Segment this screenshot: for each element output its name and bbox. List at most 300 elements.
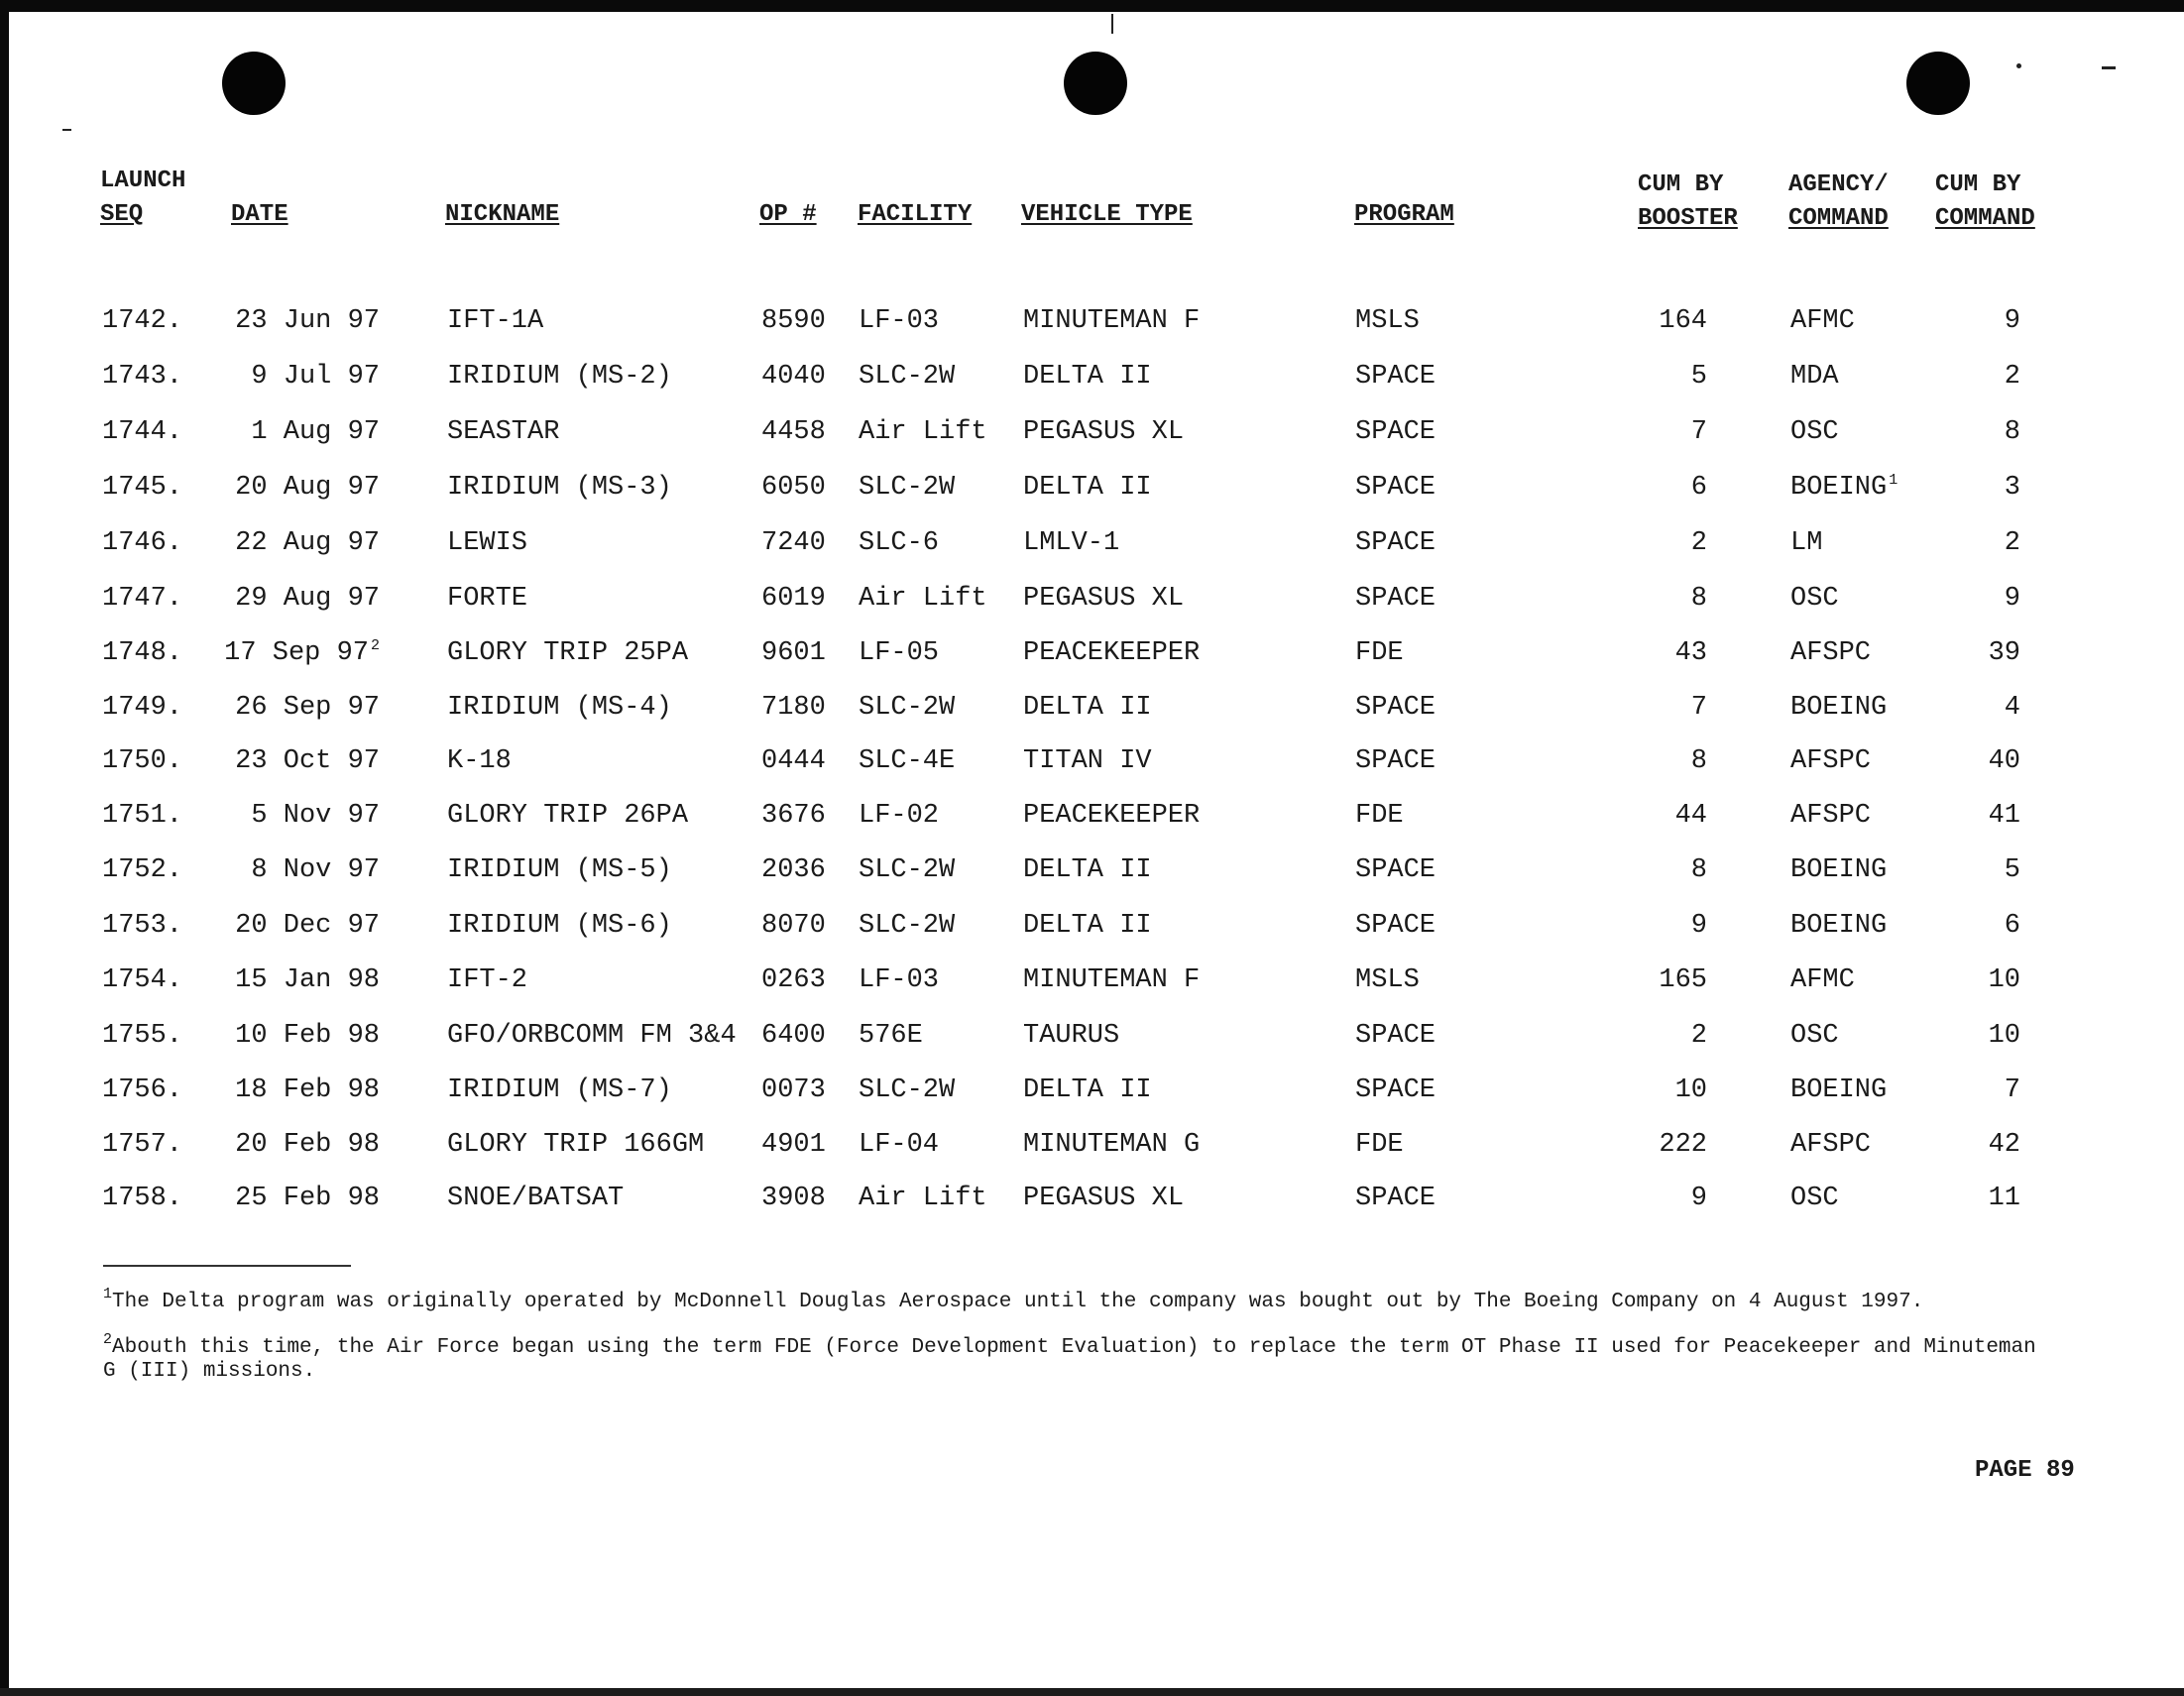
cell-program-text: FDE xyxy=(1355,1130,1404,1160)
cell-date-text: 9 Jul 97 xyxy=(251,362,380,392)
cell-launch-seq-text: 1753. xyxy=(102,911,183,941)
cell-cum-by-booster xyxy=(1691,688,1707,728)
cell-vehicle-type xyxy=(1023,688,1152,728)
cell-date xyxy=(235,523,380,563)
punch-hole-left xyxy=(222,52,286,115)
cell-launch-seq xyxy=(102,1125,182,1165)
cell-facility xyxy=(859,1125,939,1165)
cell-agency-command-text: AFSPC xyxy=(1790,638,1872,668)
cell-date xyxy=(251,796,380,836)
table-row xyxy=(0,412,2184,452)
cell-nickname-text: SNOE/BATSAT xyxy=(447,1184,625,1213)
cell-facility xyxy=(859,741,955,781)
cell-cum-by-command xyxy=(2005,579,2020,619)
cell-agency-command-text: BOEING xyxy=(1790,693,1888,723)
cell-cum-by-command-text: 5 xyxy=(2004,855,2020,885)
cell-cum-by-booster-text: 9 xyxy=(1690,1184,1707,1213)
cell-program xyxy=(1355,1125,1404,1165)
table-row xyxy=(0,357,2184,396)
cell-nickname xyxy=(447,796,688,836)
table-row xyxy=(0,1179,2184,1218)
cell-op-number xyxy=(761,1071,826,1110)
cell-launch-seq-text: 1745. xyxy=(102,473,183,503)
punch-hole-center xyxy=(1064,52,1127,115)
cell-nickname xyxy=(447,688,672,728)
cell-launch-seq-text: 1754. xyxy=(102,965,183,995)
cell-date xyxy=(235,468,380,508)
cell-nickname xyxy=(447,850,672,890)
cell-cum-by-command xyxy=(1989,741,2020,781)
cell-launch-seq xyxy=(102,1071,182,1110)
cell-facility-text: SLC-2W xyxy=(859,473,956,503)
scan-border-top xyxy=(0,0,2184,12)
cell-cum-by-booster-text: 9 xyxy=(1690,911,1707,941)
cell-program-text: SPACE xyxy=(1355,1021,1437,1051)
cell-op-number-text: 8070 xyxy=(761,911,826,941)
cell-facility-text: SLC-2W xyxy=(859,911,956,941)
cell-op-number-text: 3908 xyxy=(761,1184,826,1213)
cell-agency-command-text: AFMC xyxy=(1790,965,1855,995)
cell-op-number xyxy=(761,1179,826,1218)
cell-date-text: 23 Oct 97 xyxy=(235,746,380,776)
cell-program-text: SPACE xyxy=(1355,1075,1437,1105)
cell-cum-by-command-text: 11 xyxy=(1988,1184,2020,1213)
cell-cum-by-booster xyxy=(1675,1071,1707,1110)
cell-nickname xyxy=(447,1125,704,1165)
cell-cum-by-command-text: 42 xyxy=(1988,1130,2020,1160)
cell-cum-by-command xyxy=(1989,961,2020,1000)
footnote-rule xyxy=(103,1265,351,1267)
cell-nickname xyxy=(447,633,688,673)
cell-facility xyxy=(859,301,939,341)
cell-vehicle-type-text: DELTA II xyxy=(1023,693,1152,723)
cell-agency-command xyxy=(1790,301,1855,341)
cell-agency-command xyxy=(1790,1016,1839,1056)
cell-launch-seq xyxy=(102,906,182,946)
cell-cum-by-command-text: 10 xyxy=(1988,1021,2020,1051)
cell-agency-command xyxy=(1790,688,1887,728)
cell-nickname-text: K-18 xyxy=(447,746,512,776)
cell-cum-by-booster xyxy=(1691,412,1707,452)
cell-op-number-text: 7240 xyxy=(761,528,826,558)
cell-facility-text: Air Lift xyxy=(859,417,987,447)
cell-launch-seq xyxy=(102,850,182,890)
cell-cum-by-command xyxy=(1989,1125,2020,1165)
table-row xyxy=(0,523,2184,563)
cell-date-text: 17 Sep 97 xyxy=(224,638,369,668)
cell-op-number-text: 8590 xyxy=(761,306,826,336)
cell-agency-command xyxy=(1790,357,1839,396)
cell-facility xyxy=(859,850,955,890)
cell-nickname-text: IRIDIUM (MS-4) xyxy=(447,693,672,723)
cell-nickname-text: GLORY TRIP 26PA xyxy=(447,801,689,831)
cell-vehicle-type-text: MINUTEMAN F xyxy=(1023,965,1201,995)
cell-facility xyxy=(859,357,955,396)
footnote-1: $^1$The Delta program was originally operated by McDonnell Douglas Aerospace until the company was bought out by The Boeing Company on 4 August 1997. xyxy=(103,1286,1924,1313)
cell-launch-seq xyxy=(102,688,182,728)
cell-vehicle-type xyxy=(1023,468,1152,508)
cell-cum-by-booster xyxy=(1675,633,1707,673)
cell-agency-command-text: OSC xyxy=(1790,584,1839,614)
cell-cum-by-command-text: 4 xyxy=(2004,693,2020,723)
cell-launch-seq-text: 1749. xyxy=(102,693,183,723)
cell-vehicle-type xyxy=(1023,1125,1200,1165)
header-nickname: NICKNAME xyxy=(445,201,560,228)
cell-op-number xyxy=(761,796,826,836)
cell-launch-seq xyxy=(102,1179,182,1218)
cell-op-number xyxy=(761,961,826,1000)
cell-nickname-text: IRIDIUM (MS-5) xyxy=(447,855,672,885)
cell-vehicle-type-text: MINUTEMAN G xyxy=(1023,1130,1201,1160)
cell-vehicle-type xyxy=(1023,906,1152,946)
cell-agency-command-text: OSC xyxy=(1790,1184,1839,1213)
cell-program-text: SPACE xyxy=(1355,362,1437,392)
cell-agency-command-text: OSC xyxy=(1790,1021,1839,1051)
cell-agency-command xyxy=(1790,850,1887,890)
cell-nickname xyxy=(447,1071,672,1110)
cell-cum-by-booster-text: 222 xyxy=(1659,1130,1707,1160)
cell-agency-command xyxy=(1790,961,1855,1000)
cell-cum-by-booster xyxy=(1691,579,1707,619)
cell-launch-seq-text: 1752. xyxy=(102,855,183,885)
cell-date-text: 20 Feb 98 xyxy=(235,1130,380,1160)
cell-launch-seq-text: 1742. xyxy=(102,306,183,336)
cell-program xyxy=(1355,1071,1436,1110)
cell-cum-by-command xyxy=(2005,688,2020,728)
cell-vehicle-type-text: PEACEKEEPER xyxy=(1023,801,1201,831)
cell-date-text: 8 Nov 97 xyxy=(251,855,380,885)
cell-program xyxy=(1355,468,1436,508)
cell-nickname xyxy=(447,1179,624,1218)
cell-cum-by-booster-text: 164 xyxy=(1659,306,1707,336)
cell-vehicle-type xyxy=(1023,796,1200,836)
cell-cum-by-booster xyxy=(1659,301,1707,341)
cell-agency-command-text: AFMC xyxy=(1790,306,1855,336)
cell-launch-seq-text: 1743. xyxy=(102,362,183,392)
cell-vehicle-type xyxy=(1023,579,1184,619)
cell-facility xyxy=(859,796,939,836)
cell-nickname xyxy=(447,357,672,396)
cell-op-number xyxy=(761,412,826,452)
cell-cum-by-command xyxy=(2005,850,2020,890)
cell-nickname-text: GFO/ORBCOMM FM 3&4 xyxy=(447,1021,737,1051)
cell-vehicle-type xyxy=(1023,633,1200,673)
cell-date xyxy=(235,1125,380,1165)
cell-cum-by-booster-text: 44 xyxy=(1674,801,1707,831)
cell-facility xyxy=(859,523,939,563)
cell-date-text: 22 Aug 97 xyxy=(235,528,380,558)
cell-launch-seq xyxy=(102,412,182,452)
cell-op-number-text: 6019 xyxy=(761,584,826,614)
cell-cum-by-command xyxy=(2005,301,2020,341)
header-date: DATE xyxy=(231,201,288,228)
cell-program-text: FDE xyxy=(1355,638,1404,668)
cell-nickname xyxy=(447,906,672,946)
cell-cum-by-booster-text: 2 xyxy=(1690,1021,1707,1051)
cell-cum-by-booster-text: 6 xyxy=(1690,473,1707,503)
cell-nickname-text: LEWIS xyxy=(447,528,528,558)
table-row xyxy=(0,1071,2184,1110)
cell-program xyxy=(1355,850,1436,890)
cell-facility-text: 576E xyxy=(859,1021,923,1051)
cell-cum-by-command-text: 9 xyxy=(2004,584,2020,614)
cell-vehicle-type xyxy=(1023,1071,1152,1110)
cell-nickname-text: IRIDIUM (MS-3) xyxy=(447,473,672,503)
cell-launch-seq-text: 1748. xyxy=(102,638,183,668)
cell-cum-by-command xyxy=(1989,1179,2020,1218)
punch-hole-right xyxy=(1906,52,1970,115)
table-row xyxy=(0,688,2184,728)
cell-op-number xyxy=(761,301,826,341)
cell-op-number-text: 4040 xyxy=(761,362,826,392)
cell-op-number xyxy=(761,357,826,396)
scan-border-bottom xyxy=(0,1688,2184,1696)
cell-cum-by-command xyxy=(2005,357,2020,396)
header-cum-by-booster: CUM BY BOOSTER xyxy=(1638,171,1738,232)
cell-launch-seq-text: 1757. xyxy=(102,1130,183,1160)
scan-mark xyxy=(2102,66,2116,69)
cell-date xyxy=(235,301,380,341)
cell-facility-text: SLC-2W xyxy=(859,855,956,885)
cell-program xyxy=(1355,1179,1436,1218)
cell-vehicle-type-text: DELTA II xyxy=(1023,911,1152,941)
cell-agency-command-text: BOEING xyxy=(1790,473,1888,503)
cell-vehicle-type-text: MINUTEMAN F xyxy=(1023,306,1201,336)
cell-facility-text: LF-02 xyxy=(859,801,940,831)
cell-date-text: 25 Feb 98 xyxy=(235,1184,380,1213)
cell-facility-text: SLC-6 xyxy=(859,528,940,558)
cell-agency-command xyxy=(1790,1071,1887,1110)
cell-date xyxy=(251,357,380,396)
cell-vehicle-type xyxy=(1023,1016,1119,1056)
cell-op-number-text: 0263 xyxy=(761,965,826,995)
cell-cum-by-booster xyxy=(1691,850,1707,890)
footnote-marker: 2 xyxy=(370,637,380,654)
cell-cum-by-command-text: 3 xyxy=(2004,473,2020,503)
table-row xyxy=(0,961,2184,1000)
cell-cum-by-booster xyxy=(1659,961,1707,1000)
cell-launch-seq xyxy=(102,633,182,673)
cell-agency-command xyxy=(1790,633,1871,673)
cell-cum-by-booster-text: 7 xyxy=(1690,693,1707,723)
cell-cum-by-command-text: 7 xyxy=(2004,1075,2020,1105)
cell-op-number-text: 4901 xyxy=(761,1130,826,1160)
header-vehicle-type: VEHICLE TYPE xyxy=(1021,201,1193,228)
cell-facility xyxy=(859,412,987,452)
header-program: PROGRAM xyxy=(1354,201,1454,228)
cell-vehicle-type xyxy=(1023,741,1152,781)
cell-cum-by-command xyxy=(2005,412,2020,452)
cell-vehicle-type xyxy=(1023,412,1184,452)
cell-cum-by-command-text: 6 xyxy=(2004,911,2020,941)
cell-op-number xyxy=(761,850,826,890)
cell-cum-by-booster-text: 8 xyxy=(1690,584,1707,614)
cell-facility-text: LF-03 xyxy=(859,965,940,995)
cell-cum-by-command-text: 9 xyxy=(2004,306,2020,336)
cell-program xyxy=(1355,688,1436,728)
cell-agency-command xyxy=(1790,468,1897,508)
header-op-number: OP # xyxy=(759,201,817,228)
cell-nickname xyxy=(447,301,543,341)
cell-launch-seq-text: 1747. xyxy=(102,584,183,614)
cell-op-number xyxy=(761,633,826,673)
cell-facility-text: LF-03 xyxy=(859,306,940,336)
cell-program-text: SPACE xyxy=(1355,746,1437,776)
cell-agency-command-text: BOEING xyxy=(1790,911,1888,941)
cell-launch-seq xyxy=(102,1016,182,1056)
table-row xyxy=(0,1125,2184,1165)
cell-op-number-text: 9601 xyxy=(761,638,826,668)
cell-nickname xyxy=(447,468,672,508)
scan-mark xyxy=(2016,63,2021,68)
cell-op-number-text: 2036 xyxy=(761,855,826,885)
cell-agency-command xyxy=(1790,906,1887,946)
cell-launch-seq xyxy=(102,796,182,836)
cell-program xyxy=(1355,357,1436,396)
cell-agency-command-text: BOEING xyxy=(1790,1075,1888,1105)
cell-program-text: MSLS xyxy=(1355,306,1420,336)
cell-program-text: SPACE xyxy=(1355,417,1437,447)
cell-facility-text: SLC-2W xyxy=(859,362,956,392)
cell-facility xyxy=(859,1016,923,1056)
cell-cum-by-command xyxy=(1989,1016,2020,1056)
cell-vehicle-type-text: PEGASUS XL xyxy=(1023,417,1185,447)
cell-vehicle-type-text: PEGASUS XL xyxy=(1023,584,1185,614)
cell-date xyxy=(235,1179,380,1218)
cell-nickname-text: IRIDIUM (MS-7) xyxy=(447,1075,672,1105)
cell-program xyxy=(1355,579,1436,619)
table-row xyxy=(0,1016,2184,1056)
cell-op-number xyxy=(761,579,826,619)
cell-program-text: MSLS xyxy=(1355,965,1420,995)
cell-launch-seq-text: 1744. xyxy=(102,417,183,447)
cell-cum-by-booster xyxy=(1659,1125,1707,1165)
cell-op-number xyxy=(761,468,826,508)
cell-date xyxy=(224,633,380,673)
cell-agency-command-text: LM xyxy=(1790,528,1823,558)
cell-agency-command-text: BOEING xyxy=(1790,855,1888,885)
cell-facility-text: LF-05 xyxy=(859,638,940,668)
cell-launch-seq xyxy=(102,357,182,396)
cell-cum-by-command xyxy=(2005,1071,2020,1110)
cell-date xyxy=(235,1016,380,1056)
cell-nickname-text: SEASTAR xyxy=(447,417,560,447)
table-row xyxy=(0,468,2184,508)
cell-agency-command xyxy=(1790,1125,1871,1165)
cell-cum-by-command xyxy=(2005,906,2020,946)
cell-facility xyxy=(859,579,987,619)
cell-cum-by-command xyxy=(2005,523,2020,563)
cell-program-text: SPACE xyxy=(1355,584,1437,614)
cell-cum-by-command xyxy=(1989,633,2020,673)
cell-nickname xyxy=(447,412,559,452)
cell-agency-command xyxy=(1790,412,1839,452)
table-row xyxy=(0,741,2184,781)
cell-launch-seq xyxy=(102,961,182,1000)
cell-op-number-text: 4458 xyxy=(761,417,826,447)
table-row xyxy=(0,796,2184,836)
cell-cum-by-booster xyxy=(1675,796,1707,836)
cell-nickname-text: GLORY TRIP 166GM xyxy=(447,1130,705,1160)
cell-launch-seq xyxy=(102,301,182,341)
table-row xyxy=(0,301,2184,341)
scan-mark xyxy=(62,129,71,131)
page-number: PAGE 89 xyxy=(1975,1457,2075,1484)
cell-cum-by-booster-text: 5 xyxy=(1690,362,1707,392)
cell-date-text: 1 Aug 97 xyxy=(251,417,380,447)
cell-cum-by-booster xyxy=(1691,741,1707,781)
cell-date xyxy=(235,961,380,1000)
scan-mark xyxy=(1111,14,1113,34)
cell-facility xyxy=(859,468,955,508)
cell-cum-by-booster-text: 7 xyxy=(1690,417,1707,447)
cell-program-text: SPACE xyxy=(1355,693,1437,723)
cell-cum-by-command-text: 10 xyxy=(1988,965,2020,995)
cell-program-text: FDE xyxy=(1355,801,1404,831)
cell-op-number xyxy=(761,906,826,946)
cell-program-text: SPACE xyxy=(1355,473,1437,503)
cell-program xyxy=(1355,796,1404,836)
footnote-marker: 1 xyxy=(1889,472,1898,489)
cell-op-number-text: 7180 xyxy=(761,693,826,723)
cell-date-text: 20 Dec 97 xyxy=(235,911,380,941)
header-cum-by-command: CUM BY COMMAND xyxy=(1935,171,2035,232)
cell-cum-by-booster-text: 165 xyxy=(1659,965,1707,995)
cell-program xyxy=(1355,741,1436,781)
cell-facility-text: SLC-2W xyxy=(859,1075,956,1105)
cell-cum-by-command-text: 41 xyxy=(1988,801,2020,831)
cell-vehicle-type xyxy=(1023,523,1119,563)
cell-vehicle-type-text: LMLV-1 xyxy=(1023,528,1120,558)
cell-cum-by-command-text: 8 xyxy=(2004,417,2020,447)
cell-program xyxy=(1355,412,1436,452)
cell-launch-seq xyxy=(102,579,182,619)
cell-launch-seq xyxy=(102,741,182,781)
cell-cum-by-command xyxy=(2005,468,2020,508)
cell-vehicle-type-text: DELTA II xyxy=(1023,1075,1152,1105)
cell-vehicle-type xyxy=(1023,301,1200,341)
cell-date-text: 5 Nov 97 xyxy=(251,801,380,831)
cell-date xyxy=(251,412,380,452)
cell-agency-command xyxy=(1790,741,1871,781)
cell-launch-seq-text: 1755. xyxy=(102,1021,183,1051)
cell-cum-by-booster xyxy=(1691,357,1707,396)
cell-cum-by-command-text: 2 xyxy=(2004,528,2020,558)
cell-agency-command-text: AFSPC xyxy=(1790,1130,1872,1160)
cell-vehicle-type xyxy=(1023,357,1152,396)
cell-facility xyxy=(859,633,939,673)
cell-date xyxy=(235,906,380,946)
cell-vehicle-type-text: PEGASUS XL xyxy=(1023,1184,1185,1213)
cell-cum-by-command xyxy=(1989,796,2020,836)
cell-launch-seq xyxy=(102,468,182,508)
cell-cum-by-booster-text: 10 xyxy=(1674,1075,1707,1105)
cell-op-number-text: 6400 xyxy=(761,1021,826,1051)
cell-date xyxy=(251,850,380,890)
cell-facility-text: Air Lift xyxy=(859,1184,987,1213)
cell-program xyxy=(1355,301,1420,341)
cell-agency-command xyxy=(1790,796,1871,836)
cell-vehicle-type xyxy=(1023,1179,1184,1218)
cell-launch-seq-text: 1746. xyxy=(102,528,183,558)
cell-program xyxy=(1355,961,1420,1000)
cell-facility-text: LF-04 xyxy=(859,1130,940,1160)
cell-date xyxy=(235,688,380,728)
cell-facility-text: Air Lift xyxy=(859,584,987,614)
cell-date-text: 15 Jan 98 xyxy=(235,965,380,995)
cell-facility-text: SLC-2W xyxy=(859,693,956,723)
cell-cum-by-command-text: 39 xyxy=(1988,638,2020,668)
